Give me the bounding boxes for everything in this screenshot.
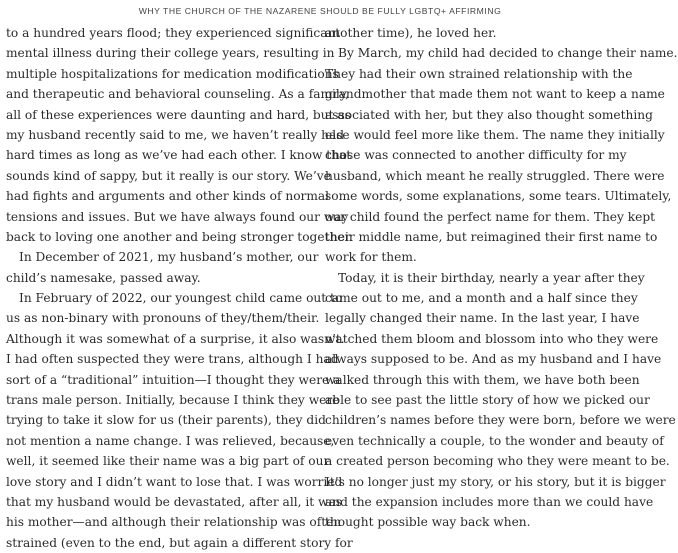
- text-line: thought possible way back when.: [325, 515, 531, 530]
- text-line: In February of 2022, our youngest child came out to: [19, 291, 343, 306]
- text-line: legally changed their name. In the last year, I have: [325, 311, 640, 326]
- paragraph: [325, 23, 625, 43]
- text-line: well, it seemed like their name was a big part of our: [6, 454, 330, 469]
- left-column: [6, 23, 353, 553]
- text-line: Today, it is their birthday, nearly a year after they: [338, 270, 645, 285]
- right-column: [325, 23, 678, 533]
- running-header: WHY THE CHURCH OF THE NAZARENE SHOULD BE FULLY LGBTQ+ AFFIRMING: [138, 6, 502, 16]
- text-line: that my husband would be devastated, after all, it was: [6, 494, 342, 509]
- text-line: had fights and arguments and other kinds of normal: [6, 189, 330, 204]
- text-line: By March, my child had decided to change their name.: [338, 46, 678, 61]
- text-line: my husband recently said to me, we haven’t really had: [6, 127, 345, 142]
- text-line: else would feel more like them. The name they initially: [325, 127, 665, 142]
- text-line: trans male person. Initially, because I think they were: [6, 393, 340, 408]
- text-line: their middle name, but reimagined their first name to: [325, 229, 658, 244]
- paragraph: [6, 288, 353, 553]
- paragraph: [325, 43, 678, 267]
- text-line: It’s no longer just my story, or his story, but it is bigger: [325, 474, 666, 489]
- text-line: walked through this with them, we have both been: [325, 372, 640, 387]
- paragraph: [325, 268, 676, 533]
- text-line: our child found the perfect name for them. They kept: [325, 209, 656, 224]
- text-line: mental illness during their college years, resulting in: [6, 46, 335, 61]
- text-line: even technically a couple, to the wonder and beauty of: [325, 433, 664, 448]
- text-line: trying to take it slow for us (their parents), they did: [6, 413, 326, 428]
- text-line: to a hundred years flood; they experienced significant: [6, 26, 341, 40]
- text-line: children’s names before they were born, before we were: [325, 413, 676, 428]
- text-line: hard times as long as we’ve had each other. I know that: [6, 148, 352, 163]
- text-line: came out to me, and a month and a half since they: [325, 291, 638, 306]
- text-line: child’s namesake, passed away.: [6, 270, 201, 285]
- text-line: watched them bloom and blossom into who they were: [325, 331, 659, 346]
- text-line: us as non-binary with pronouns of they/them/their.: [6, 311, 320, 326]
- text-line: and the expansion includes more than we could have: [325, 494, 654, 509]
- text-line: husband, which meant he really struggled. There were: [325, 168, 665, 183]
- text-line: love story and I didn’t want to lose that. I was worried: [6, 474, 343, 489]
- text-line: another time), he loved her.: [325, 26, 497, 40]
- text-line: tensions and issues. But we have always found our way: [6, 209, 349, 224]
- paragraph: [6, 23, 353, 247]
- text-line: multiple hospitalizations for medication modifications: [6, 66, 339, 81]
- text-line: his mother—and although their relationship was often: [6, 515, 342, 530]
- text-line: grandmother that made them not want to keep a name: [325, 87, 665, 102]
- text-line: not mention a name change. I was relieved, because,: [6, 433, 335, 448]
- text-line: work for them.: [325, 250, 417, 265]
- text-line: always supposed to be. And as my husband and I have: [325, 352, 662, 367]
- text-line: They had their own strained relationship with the: [325, 66, 633, 81]
- text-line: a created person becoming who they were meant to be.: [325, 454, 670, 469]
- text-line: strained (even to the end, but again a different story for: [6, 535, 353, 550]
- paragraph: [6, 247, 319, 288]
- text-line: some words, some explanations, some tears. Ultimately,: [325, 189, 672, 204]
- text-line: Although it was somewhat of a surprise, it also wasn’t.: [6, 331, 345, 346]
- text-line: all of these experiences were daunting and hard, but as: [6, 107, 351, 122]
- text-line: able to see past the little story of how we picked our: [325, 393, 650, 408]
- text-line: In December of 2021, my husband’s mother, our: [19, 250, 319, 265]
- text-line: sounds kind of sappy, but it really is our story. We’ve: [6, 168, 331, 183]
- text-line: sort of a “traditional” intuition—I thought they were a: [6, 372, 341, 387]
- text-line: back to loving one another and being stronger together.: [6, 229, 353, 244]
- text-line: chose was connected to another difficulty for my: [325, 148, 627, 163]
- text-line: I had often suspected they were trans, although I had: [6, 352, 339, 367]
- text-line: and therapeutic and behavioral counseling. As a family,: [6, 87, 349, 102]
- text-line: associated with her, but they also thought something: [325, 107, 653, 122]
